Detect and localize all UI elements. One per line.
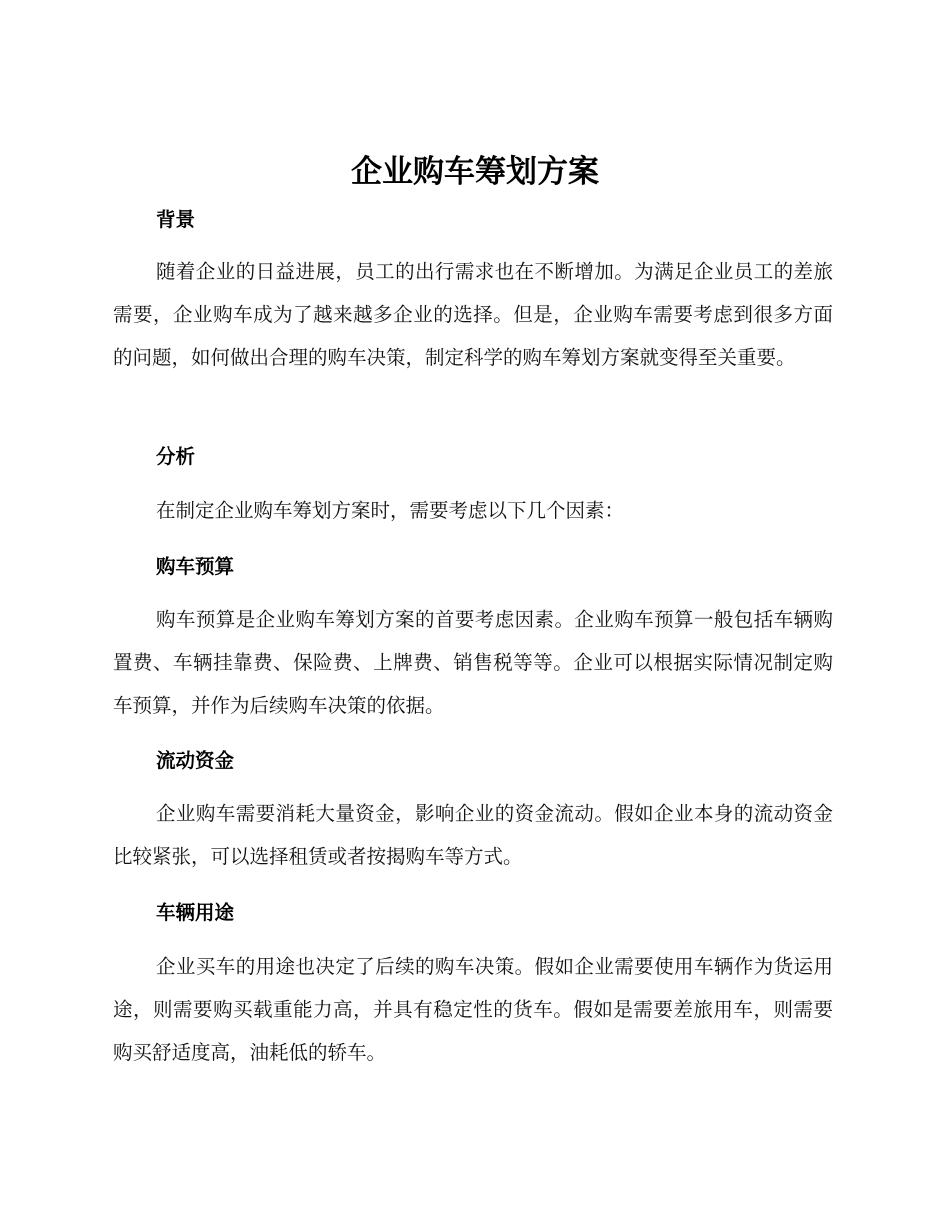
document-title: 企业购车筹划方案 [351, 154, 599, 190]
section-heading-working-capital: 流动资金 [156, 749, 235, 772]
section-paragraph-background: 随着企业的日益进展，员工的出行需求也在不断增加。为满足企业员工的差旅需要，企业购车成为了越来越多企业的选择。但是，企业购车需要考虑到很多方面的问题，如何做出合理的购车决策，制定科学的购车筹划方案就变得至关重要。 [113, 260, 833, 369]
section-paragraph-vehicle-use: 企业买车的用途也决定了后续的购车决策。假如企业需要使用车辆作为货运用途，则需要购买载重能力高，并具有稳定性的货车。假如是需要差旅用车，则需要购买舒适度高，油耗低的轿车。 [113, 955, 833, 1064]
section-heading-vehicle-use: 车辆用途 [156, 901, 235, 924]
section-heading-background: 背景 [156, 208, 196, 231]
section-paragraph-working-capital: 企业购车需要消耗大量资金，影响企业的资金流动。假如企业本身的流动资金比较紧张，可以选择租赁或者按揭购车等方式。 [113, 802, 833, 868]
section-heading-budget: 购车预算 [156, 555, 235, 578]
section-heading-analysis: 分析 [156, 445, 196, 468]
section-paragraph-analysis: 在制定企业购车筹划方案时，需要考虑以下几个因素： [156, 499, 625, 522]
section-paragraph-budget: 购车预算是企业购车筹划方案的首要考虑因素。企业购车预算一般包括车辆购置费、车辆挂靠费、保险费、上牌费、销售税等等。企业可以根据实际情况制定购车预算，并作为后续购车决策的依据。 [113, 608, 833, 717]
